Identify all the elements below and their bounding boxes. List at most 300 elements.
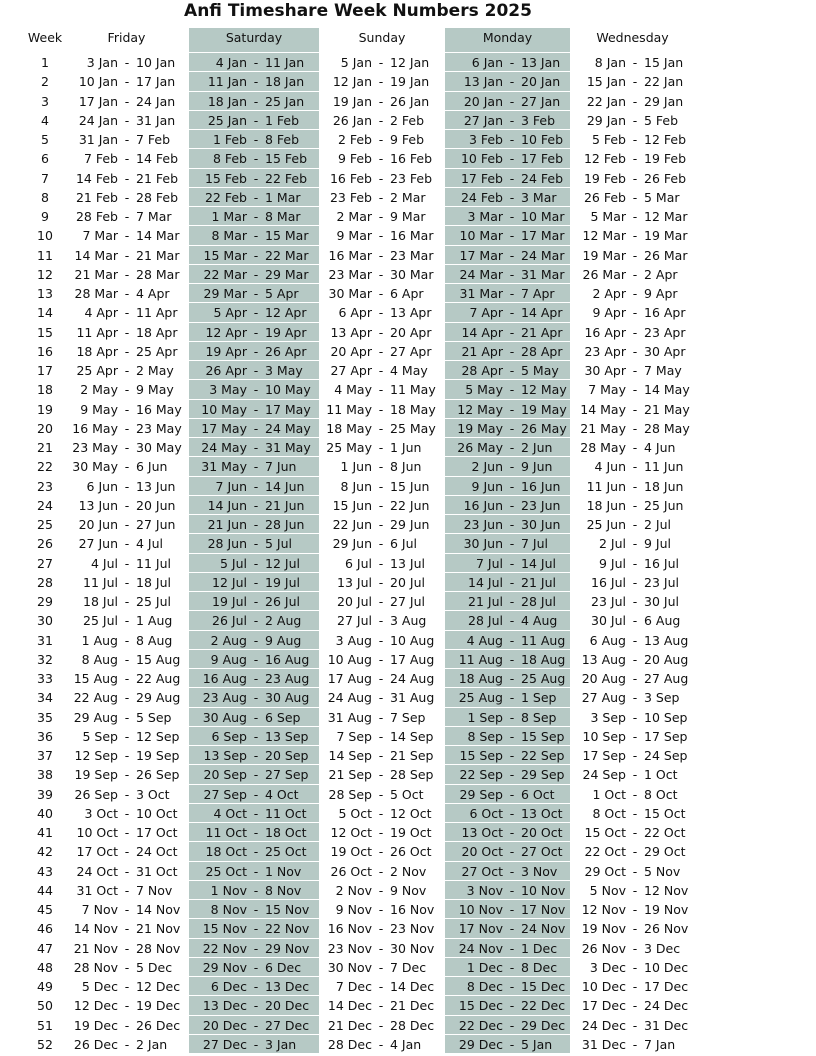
range-dash: -: [378, 613, 384, 628]
start-date: 30 Aug: [202, 710, 247, 725]
monday-date-range: [445, 169, 563, 188]
start-date: 5 Nov: [589, 883, 626, 898]
range-dash: -: [124, 575, 130, 590]
start-date: 25 May: [326, 440, 372, 455]
end-date: 7 May: [644, 363, 682, 378]
wednesday-date-range: [570, 515, 671, 534]
start-date: 23 Mar: [328, 267, 372, 282]
start-date: 6 Sep: [211, 729, 247, 744]
range-dash: -: [124, 613, 130, 628]
friday-date-range: [62, 419, 182, 438]
start-date: 23 Jul: [591, 594, 626, 609]
end-date: 28 Dec: [390, 1018, 435, 1033]
column-header-sunday: Sunday: [358, 30, 406, 45]
range-dash: -: [509, 267, 515, 282]
end-date: 29 Jun: [390, 517, 430, 532]
friday-date-range: [62, 207, 172, 226]
range-dash: -: [253, 729, 259, 744]
week-number: 32: [37, 652, 53, 667]
wednesday-date-range: [570, 380, 690, 399]
start-date: 14 Feb: [75, 171, 118, 186]
wednesday-date-range: [570, 611, 680, 630]
week-number: 4: [41, 113, 49, 128]
end-date: 5 Feb: [644, 113, 679, 128]
range-dash: -: [124, 902, 130, 917]
wednesday-date-range: [570, 207, 687, 226]
range-dash: -: [253, 248, 259, 263]
end-date: 3 Nov: [521, 864, 558, 879]
end-date: 5 Nov: [644, 864, 681, 879]
end-date: 12 Nov: [644, 883, 689, 898]
start-date: 11 Jun: [586, 479, 626, 494]
end-date: 3 Oct: [136, 787, 170, 802]
week-number: 9: [41, 209, 49, 224]
saturday-date-range: [190, 823, 307, 842]
end-date: 11 Apr: [136, 305, 178, 320]
start-date: 8 Feb: [212, 151, 247, 166]
end-date: 24 May: [265, 421, 311, 436]
monday-date-range: [445, 111, 555, 130]
monday-date-range: [445, 284, 555, 303]
range-dash: -: [253, 305, 259, 320]
range-dash: -: [632, 248, 638, 263]
start-date: 18 Jul: [83, 594, 118, 609]
end-date: 17 Mar: [521, 228, 565, 243]
range-dash: -: [253, 344, 259, 359]
sunday-date-range: [320, 900, 434, 919]
end-date: 27 Jan: [521, 94, 561, 109]
end-date: 1 Jun: [390, 440, 422, 455]
end-date: 19 Feb: [644, 151, 687, 166]
end-date: 15 Mar: [265, 228, 309, 243]
saturday-date-range: [190, 226, 308, 245]
monday-date-range: [445, 53, 560, 72]
range-dash: -: [253, 941, 259, 956]
range-dash: -: [509, 536, 515, 551]
end-date: 31 Oct: [136, 864, 178, 879]
start-date: 24 Feb: [460, 190, 503, 205]
saturday-date-range: [190, 727, 308, 746]
range-dash: -: [378, 344, 384, 359]
start-date: 12 Oct: [330, 825, 372, 840]
range-dash: -: [632, 459, 638, 474]
end-date: 24 Dec: [644, 998, 689, 1013]
start-date: 5 Apr: [213, 305, 247, 320]
end-date: 27 Oct: [521, 844, 563, 859]
range-dash: -: [509, 55, 515, 70]
range-dash: -: [378, 305, 384, 320]
end-date: 28 May: [644, 421, 690, 436]
end-date: 25 Aug: [521, 671, 566, 686]
wednesday-date-range: [570, 246, 687, 265]
friday-date-range: [62, 804, 178, 823]
end-date: 13 Dec: [265, 979, 310, 994]
start-date: 16 Apr: [584, 325, 626, 340]
start-date: 22 Jun: [332, 517, 372, 532]
sunday-date-range: [320, 554, 425, 573]
start-date: 17 Feb: [460, 171, 503, 186]
end-date: 13 Oct: [521, 806, 563, 821]
start-date: 31 Aug: [327, 710, 372, 725]
start-date: 18 Jan: [207, 94, 247, 109]
friday-date-range: [62, 746, 179, 765]
end-date: 6 Aug: [644, 613, 681, 628]
range-dash: -: [253, 382, 259, 397]
wednesday-date-range: [570, 746, 687, 765]
range-dash: -: [253, 363, 259, 378]
range-dash: -: [253, 825, 259, 840]
saturday-date-range: [190, 53, 304, 72]
start-date: 23 Jun: [463, 517, 503, 532]
start-date: 10 Mar: [459, 228, 503, 243]
monday-date-range: [445, 650, 565, 669]
end-date: 5 Apr: [265, 286, 299, 301]
end-date: 29 Mar: [265, 267, 309, 282]
end-date: 12 Sep: [136, 729, 180, 744]
wednesday-date-range: [570, 881, 688, 900]
friday-date-range: [62, 650, 180, 669]
end-date: 20 Apr: [390, 325, 432, 340]
end-date: 11 Jan: [265, 55, 305, 70]
range-dash: -: [124, 671, 130, 686]
sunday-date-range: [320, 592, 425, 611]
sunday-date-range: [320, 457, 421, 476]
end-date: 13 Jul: [390, 556, 425, 571]
saturday-date-range: [190, 72, 304, 91]
start-date: 29 Sep: [459, 787, 503, 802]
end-date: 22 Mar: [265, 248, 309, 263]
end-date: 26 Feb: [644, 171, 687, 186]
start-date: 16 Feb: [329, 171, 372, 186]
end-date: 3 Feb: [521, 113, 556, 128]
end-date: 1 Sep: [521, 690, 557, 705]
column-header-saturday: Saturday: [225, 30, 283, 45]
saturday-date-range: [190, 669, 309, 688]
end-date: 28 Jun: [265, 517, 305, 532]
range-dash: -: [509, 748, 515, 763]
sunday-date-range: [320, 111, 424, 130]
range-dash: -: [378, 248, 384, 263]
start-date: 11 Oct: [205, 825, 247, 840]
range-dash: -: [253, 459, 259, 474]
saturday-date-range: [190, 554, 300, 573]
end-date: 28 Apr: [521, 344, 563, 359]
end-date: 11 Jun: [644, 459, 684, 474]
wednesday-date-range: [570, 342, 686, 361]
start-date: 2 Jul: [598, 536, 626, 551]
start-date: 3 Aug: [335, 633, 372, 648]
range-dash: -: [378, 710, 384, 725]
end-date: 26 Apr: [265, 344, 307, 359]
friday-date-range: [62, 149, 178, 168]
column-header-week: Week: [27, 30, 63, 45]
range-dash: -: [378, 151, 384, 166]
end-date: 3 Aug: [390, 613, 427, 628]
start-date: 29 Dec: [458, 1037, 503, 1052]
range-dash: -: [632, 806, 638, 821]
start-date: 29 Aug: [73, 710, 118, 725]
friday-date-range: [62, 765, 179, 784]
wednesday-date-range: [570, 1016, 688, 1035]
saturday-date-range: [190, 996, 309, 1015]
saturday-date-range: [190, 862, 301, 881]
start-date: 31 Oct: [76, 883, 118, 898]
end-date: 5 Mar: [644, 190, 680, 205]
end-date: 24 Mar: [521, 248, 565, 263]
range-dash: -: [253, 479, 259, 494]
saturday-date-range: [190, 92, 304, 111]
start-date: 2 Nov: [335, 883, 372, 898]
friday-date-range: [62, 380, 174, 399]
range-dash: -: [509, 151, 515, 166]
end-date: 4 Jun: [644, 440, 676, 455]
range-dash: -: [509, 228, 515, 243]
week-number: 26: [37, 536, 53, 551]
monday-date-range: [445, 246, 564, 265]
end-date: 6 Sep: [265, 710, 301, 725]
end-date: 7 Dec: [390, 960, 427, 975]
start-date: 14 Nov: [73, 921, 118, 936]
start-date: 10 Oct: [76, 825, 118, 840]
end-date: 2 Nov: [390, 864, 427, 879]
start-date: 13 Apr: [330, 325, 372, 340]
start-date: 11 Aug: [458, 652, 503, 667]
end-date: 24 Oct: [136, 844, 178, 859]
range-dash: -: [509, 440, 515, 455]
start-date: 24 Sep: [582, 767, 626, 782]
wednesday-date-range: [570, 900, 688, 919]
start-date: 1 Jun: [340, 459, 372, 474]
wednesday-date-range: [570, 169, 686, 188]
end-date: 27 Apr: [390, 344, 432, 359]
monday-date-range: [445, 842, 563, 861]
end-date: 8 Dec: [521, 960, 558, 975]
start-date: 30 Jun: [463, 536, 503, 551]
friday-date-range: [62, 284, 170, 303]
monday-date-range: [445, 361, 559, 380]
end-date: 17 Jan: [136, 74, 176, 89]
monday-date-range: [445, 939, 557, 958]
start-date: 31 May: [201, 459, 247, 474]
end-date: 6 Oct: [521, 787, 555, 802]
start-date: 15 Mar: [203, 248, 247, 263]
end-date: 26 Oct: [390, 844, 432, 859]
end-date: 24 Aug: [390, 671, 435, 686]
end-date: 31 May: [265, 440, 311, 455]
range-dash: -: [124, 151, 130, 166]
end-date: 17 May: [265, 402, 311, 417]
range-dash: -: [378, 864, 384, 879]
start-date: 5 Oct: [338, 806, 372, 821]
range-dash: -: [509, 594, 515, 609]
start-date: 2 May: [80, 382, 118, 397]
start-date: 3 May: [209, 382, 247, 397]
saturday-date-range: [190, 380, 311, 399]
saturday-date-range: [190, 746, 308, 765]
monday-date-range: [445, 400, 567, 419]
start-date: 21 May: [580, 421, 626, 436]
wednesday-date-range: [570, 53, 683, 72]
range-dash: -: [509, 113, 515, 128]
start-date: 11 Jan: [207, 74, 247, 89]
sunday-date-range: [320, 862, 426, 881]
start-date: 21 Sep: [328, 767, 372, 782]
start-date: 15 Sep: [459, 748, 503, 763]
range-dash: -: [632, 1037, 638, 1052]
friday-date-range: [62, 169, 178, 188]
start-date: 24 Jan: [78, 113, 118, 128]
range-dash: -: [632, 171, 638, 186]
end-date: 23 Apr: [644, 325, 686, 340]
wednesday-date-range: [570, 842, 686, 861]
end-date: 8 Aug: [136, 633, 173, 648]
start-date: 2 Apr: [592, 286, 626, 301]
range-dash: -: [632, 325, 638, 340]
start-date: 5 Sep: [82, 729, 118, 744]
end-date: 16 Jul: [644, 556, 679, 571]
range-dash: -: [509, 998, 515, 1013]
range-dash: -: [124, 633, 130, 648]
end-date: 9 Feb: [390, 132, 425, 147]
range-dash: -: [253, 902, 259, 917]
range-dash: -: [253, 286, 259, 301]
start-date: 12 May: [457, 402, 503, 417]
start-date: 13 Aug: [581, 652, 626, 667]
end-date: 1 Nov: [265, 864, 302, 879]
range-dash: -: [632, 613, 638, 628]
range-dash: -: [253, 228, 259, 243]
start-date: 25 Jan: [207, 113, 247, 128]
monday-date-range: [445, 804, 563, 823]
end-date: 15 Jun: [390, 479, 430, 494]
week-number: 28: [37, 575, 53, 590]
wednesday-date-range: [570, 785, 678, 804]
saturday-date-range: [190, 688, 309, 707]
end-date: 21 Sep: [390, 748, 434, 763]
end-date: 10 Sep: [644, 710, 688, 725]
start-date: 22 Feb: [204, 190, 247, 205]
saturday-date-range: [190, 611, 301, 630]
end-date: 8 Sep: [521, 710, 557, 725]
range-dash: -: [509, 729, 515, 744]
start-date: 18 Apr: [76, 344, 118, 359]
start-date: 21 Jun: [207, 517, 247, 532]
wednesday-date-range: [570, 477, 683, 496]
end-date: 30 Nov: [390, 941, 435, 956]
range-dash: -: [253, 151, 259, 166]
end-date: 31 Dec: [644, 1018, 689, 1033]
friday-date-range: [62, 515, 175, 534]
start-date: 14 May: [580, 402, 626, 417]
end-date: 28 Sep: [390, 767, 434, 782]
end-date: 3 Sep: [644, 690, 680, 705]
start-date: 2 Mar: [336, 209, 372, 224]
saturday-date-range: [190, 631, 301, 650]
range-dash: -: [632, 979, 638, 994]
monday-date-range: [445, 149, 563, 168]
friday-date-range: [62, 53, 175, 72]
range-dash: -: [253, 1037, 259, 1052]
start-date: 8 Dec: [466, 979, 503, 994]
end-date: 2 Feb: [390, 113, 425, 128]
start-date: 3 Feb: [468, 132, 503, 147]
range-dash: -: [632, 74, 638, 89]
start-date: 24 Oct: [76, 864, 118, 879]
end-date: 31 Aug: [390, 690, 435, 705]
saturday-date-range: [190, 708, 301, 727]
end-date: 9 Mar: [390, 209, 426, 224]
start-date: 5 Dec: [81, 979, 118, 994]
end-date: 29 Aug: [136, 690, 181, 705]
end-date: 7 Jan: [644, 1037, 676, 1052]
wednesday-date-range: [570, 400, 690, 419]
sunday-date-range: [320, 419, 436, 438]
start-date: 21 Jul: [468, 594, 503, 609]
range-dash: -: [253, 498, 259, 513]
end-date: 11 Oct: [265, 806, 307, 821]
end-date: 8 Nov: [265, 883, 302, 898]
range-dash: -: [253, 517, 259, 532]
sunday-date-range: [320, 881, 426, 900]
range-dash: -: [253, 575, 259, 590]
wednesday-date-range: [570, 688, 680, 707]
end-date: 20 Aug: [644, 652, 689, 667]
range-dash: -: [378, 55, 384, 70]
start-date: 20 Dec: [202, 1018, 247, 1033]
end-date: 21 Nov: [136, 921, 181, 936]
end-date: 16 Aug: [265, 652, 310, 667]
range-dash: -: [378, 325, 384, 340]
range-dash: -: [509, 979, 515, 994]
range-dash: -: [378, 556, 384, 571]
end-date: 29 Oct: [644, 844, 686, 859]
friday-date-range: [62, 226, 179, 245]
end-date: 26 Jul: [265, 594, 300, 609]
week-number: 17: [37, 363, 53, 378]
monday-date-range: [445, 515, 560, 534]
friday-date-range: [62, 246, 179, 265]
end-date: 22 Dec: [521, 998, 566, 1013]
start-date: 3 Mar: [467, 209, 503, 224]
range-dash: -: [378, 844, 384, 859]
end-date: 22 Jun: [390, 498, 430, 513]
range-dash: -: [124, 883, 130, 898]
start-date: 15 Feb: [204, 171, 247, 186]
range-dash: -: [378, 671, 384, 686]
range-dash: -: [253, 806, 259, 821]
start-date: 22 Oct: [584, 844, 626, 859]
end-date: 20 Sep: [265, 748, 309, 763]
end-date: 21 Apr: [521, 325, 563, 340]
end-date: 23 Jul: [644, 575, 679, 590]
start-date: 4 May: [334, 382, 372, 397]
sunday-date-range: [320, 746, 433, 765]
range-dash: -: [124, 305, 130, 320]
range-dash: -: [378, 517, 384, 532]
start-date: 20 Oct: [461, 844, 503, 859]
week-number: 47: [37, 941, 53, 956]
week-number: 42: [37, 844, 53, 859]
monday-date-range: [445, 207, 564, 226]
range-dash: -: [509, 171, 515, 186]
range-dash: -: [632, 556, 638, 571]
start-date: 29 Oct: [584, 864, 626, 879]
start-date: 30 May: [72, 459, 118, 474]
end-date: 24 Nov: [521, 921, 566, 936]
range-dash: -: [253, 421, 259, 436]
start-date: 8 Sep: [467, 729, 503, 744]
range-dash: -: [124, 1018, 130, 1033]
